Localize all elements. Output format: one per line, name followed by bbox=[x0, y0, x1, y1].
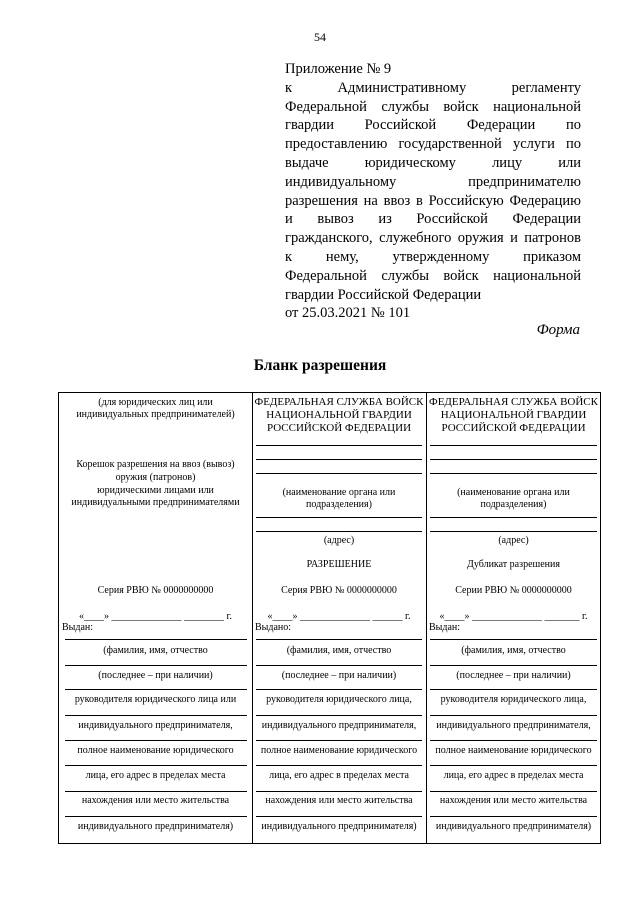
permit-field-caption: руководителя юридического лица, bbox=[266, 694, 412, 705]
stub-for-whom-2: индивидуальных предпринимателей) bbox=[76, 409, 235, 420]
permit-org-2: НАЦИОНАЛЬНОЙ ГВАРДИИ bbox=[266, 409, 412, 421]
stub-for-whom-1: (для юридических лиц или bbox=[98, 397, 213, 408]
appendix-line: к нему, утвержденному приказом bbox=[285, 248, 581, 265]
permit-org-3: РОССИЙСКОЙ ФЕДЕРАЦИИ bbox=[266, 422, 412, 434]
stub-issued-label: Выдан: bbox=[62, 622, 94, 633]
duplicate-org-2: НАЦИОНАЛЬНОЙ ГВАРДИИ bbox=[440, 409, 587, 421]
stub-desc-1: Корешок разрешения на ввоз (вывоз) bbox=[76, 459, 235, 470]
stub-date-line: «____» ______________ ________ г. bbox=[79, 611, 232, 622]
appendix-line: Приложение № 9 bbox=[285, 61, 392, 77]
permit-field-caption: полное наименование юридического bbox=[260, 745, 418, 756]
duplicate-field-caption: лица, его адрес в пределах места bbox=[443, 770, 584, 781]
appendix-line: к Административному регламенту bbox=[285, 79, 581, 96]
duplicate-org-3: РОССИЙСКОЙ ФЕДЕРАЦИИ bbox=[441, 422, 586, 434]
duplicate-field-caption: (последнее – при наличии) bbox=[456, 670, 571, 681]
duplicate-body-name-1: (наименование органа или bbox=[457, 487, 570, 498]
permit-address: (адрес) bbox=[323, 535, 355, 546]
permit-series: Серия РВЮ № 0000000000 bbox=[281, 585, 397, 596]
page-number: 54 bbox=[314, 30, 326, 44]
duplicate-field-caption: полное наименование юридического bbox=[435, 745, 592, 756]
duplicate-address: (адрес) bbox=[498, 535, 529, 546]
duplicate-field-caption: руководителя юридического лица, bbox=[440, 694, 587, 705]
permit-body-name-2: подразделения) bbox=[306, 499, 372, 510]
stub-desc-2: оружия (патронов) bbox=[115, 472, 196, 483]
permit-field-caption: лица, его адрес в пределах места bbox=[269, 770, 409, 781]
duplicate-issued-label: Выдан: bbox=[429, 622, 461, 633]
permit-doc-title: РАЗРЕШЕНИЕ bbox=[306, 559, 372, 570]
stub-field-caption: руководителя юридического лица или bbox=[74, 694, 237, 705]
permit-form-table bbox=[58, 392, 601, 844]
appendix-line: гвардии Российской Федерации по bbox=[285, 117, 581, 134]
stub-series: Серия РВЮ № 0000000000 bbox=[97, 585, 214, 596]
appendix-line: и вывоз из Российской Федерации bbox=[285, 211, 581, 228]
stub-field-caption: нахождения или место жительства bbox=[81, 795, 230, 806]
permit-field-caption: индивидуального предпринимателя, bbox=[261, 720, 417, 731]
permit-issued-label: Выдано: bbox=[255, 622, 292, 633]
stub-field-caption: индивидуального предпринимателя, bbox=[78, 720, 233, 731]
permit-field-caption: (последнее – при наличии) bbox=[281, 670, 397, 681]
stub-field-caption: (фамилия, имя, отчество bbox=[103, 645, 208, 656]
appendix-line: индивидуальному предпринимателю bbox=[285, 173, 581, 190]
duplicate-body-name-2: подразделения) bbox=[480, 499, 547, 510]
duplicate-doc-title: Дубликат разрешения bbox=[467, 559, 560, 570]
appendix-block bbox=[285, 60, 581, 323]
appendix-line: Федеральной службы войск национальной bbox=[285, 267, 581, 284]
permit-date-line: «____» ______________ ______ г. bbox=[267, 611, 411, 622]
permit-field-caption: нахождения или место жительства bbox=[265, 795, 413, 806]
duplicate-field-caption: индивидуального предпринимателя) bbox=[435, 821, 592, 832]
stub-field-caption: полное наименование юридического bbox=[77, 745, 234, 756]
duplicate-field-caption: (фамилия, имя, отчество bbox=[461, 645, 566, 656]
appendix-line: предоставлению государственной услуги по bbox=[285, 136, 581, 153]
form-label: Форма bbox=[536, 322, 580, 338]
appendix-line: от 25.03.2021 № 101 bbox=[285, 305, 411, 322]
stub-desc-3: юридическими лицами или bbox=[97, 485, 214, 496]
duplicate-field-caption: нахождения или место жительства bbox=[439, 795, 588, 806]
permit-field-caption: индивидуального предпринимателя) bbox=[261, 821, 417, 832]
appendix-line: гражданского, служебного оружия и патронов bbox=[285, 230, 581, 247]
appendix-line: гвардии Российской Федерации bbox=[285, 286, 482, 303]
appendix-line: разрешения на ввоз в Российскую Федерацию bbox=[285, 192, 581, 209]
permit-org-1: ФЕДЕРАЛЬНАЯ СЛУЖБА ВОЙСК bbox=[254, 396, 424, 408]
stub-field-caption: (последнее – при наличии) bbox=[98, 670, 213, 681]
duplicate-org-1: ФЕДЕРАЛЬНАЯ СЛУЖБА ВОЙСК bbox=[429, 396, 598, 408]
stub-field-caption: лица, его адрес в пределах места bbox=[85, 770, 226, 781]
duplicate-field-caption: индивидуального предпринимателя, bbox=[436, 720, 591, 731]
appendix-line: Федеральной службы войск национальной bbox=[285, 98, 581, 115]
appendix-line: выдаче юридическому лицу или bbox=[285, 154, 581, 171]
duplicate-date-line: «____» ______________ _______ г. bbox=[439, 611, 588, 622]
stub-field-caption: индивидуального предпринимателя) bbox=[77, 821, 234, 832]
permit-body-name-1: (наименование органа или bbox=[282, 487, 396, 498]
duplicate-series: Серии РВЮ № 0000000000 bbox=[455, 585, 572, 596]
page-title: Бланк разрешения bbox=[253, 357, 387, 374]
stub-desc-4: индивидуальными предпринимателями bbox=[71, 497, 240, 508]
permit-field-caption: (фамилия, имя, отчество bbox=[286, 645, 392, 656]
